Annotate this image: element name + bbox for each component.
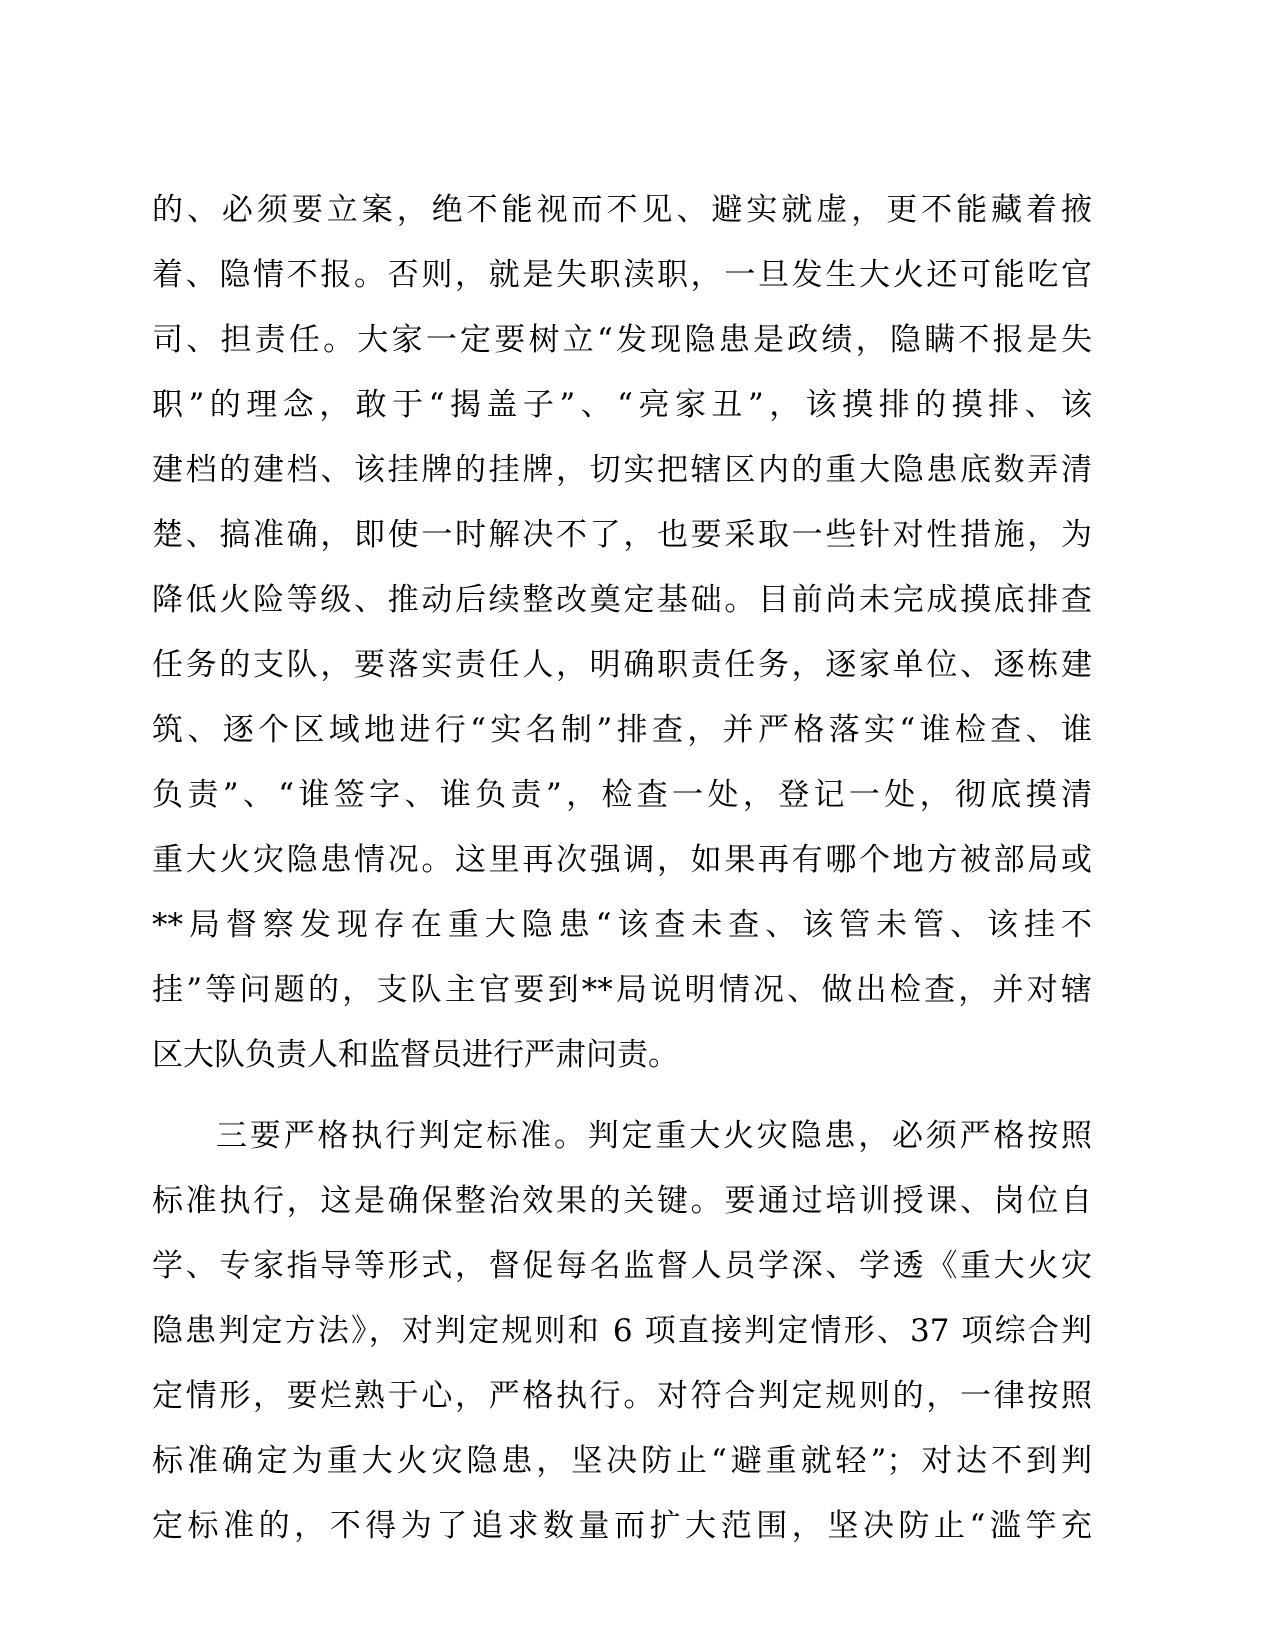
text-line: 隐患判定方法》，对判定规则和 6 项直接判定情形、37 项综合判: [152, 1313, 1092, 1349]
text-line: 挂”等问题的，支队主官要到**局说明情况、做出检查，并对辖: [152, 972, 1092, 1008]
text-line: 标准执行，这是确保整治效果的关键。要通过培训授课、岗位自: [152, 1183, 1092, 1219]
text-line: 区大队负责人和监督员进行严肃问责。: [152, 1037, 679, 1073]
text-line: 重大火灾隐患情况。这里再次强调，如果再有哪个地方被部局或: [152, 842, 1092, 878]
body-text: [152, 178, 1092, 1559]
text-line: 筑、逐个区域地进行“实名制”排查，并严格落实“谁检查、谁: [152, 712, 1092, 748]
text-line: 着、隐情不报。否则，就是失职渎职，一旦发生大火还可能吃官: [152, 257, 1092, 293]
text-line: 定标准的，不得为了追求数量而扩大范围，坚决防止“滥竽充: [152, 1508, 1092, 1544]
text-line: 标准确定为重大火灾隐患，坚决防止“避重就轻”；对达不到判: [152, 1443, 1092, 1479]
text-line: 建档的建档、该挂牌的挂牌，切实把辖区内的重大隐患底数弄清: [152, 452, 1092, 488]
text-line: 定情形，要烂熟于心，严格执行。对符合判定规则的，一律按照: [152, 1378, 1092, 1414]
paragraph-gap: [152, 1088, 1092, 1104]
text-line: 降低火险等级、推动后续整改奠定基础。目前尚未完成摸底排查: [152, 582, 1092, 618]
text-line: 的、必须要立案，绝不能视而不见、避实就虚，更不能藏着掖: [152, 192, 1092, 228]
text-line: 学、专家指导等形式，督促每名监督人员学深、学透《重大火灾: [152, 1248, 1092, 1284]
text-line: 职”的理念，敢于“揭盖子”、“亮家丑”，该摸排的摸排、该: [152, 387, 1092, 423]
text-line: 任务的支队，要落实责任人，明确职责任务，逐家单位、逐栋建: [152, 647, 1092, 683]
text-line: 楚、搞准确，即使一时解决不了，也要采取一些针对性措施，为: [152, 517, 1092, 553]
paragraph-heading-line: 三要严格执行判定标准。判定重大火灾隐患，必须严格按照: [216, 1118, 1092, 1154]
text-line: 司、担责任。大家一定要树立“发现隐患是政绩，隐瞒不报是失: [152, 322, 1092, 358]
text-line: **局督察发现存在重大隐患“该查未查、该管未管、该挂不: [152, 907, 1092, 943]
text-line: 负责”、“谁签字、谁负责”，检查一处，登记一处，彻底摸清: [152, 777, 1092, 813]
